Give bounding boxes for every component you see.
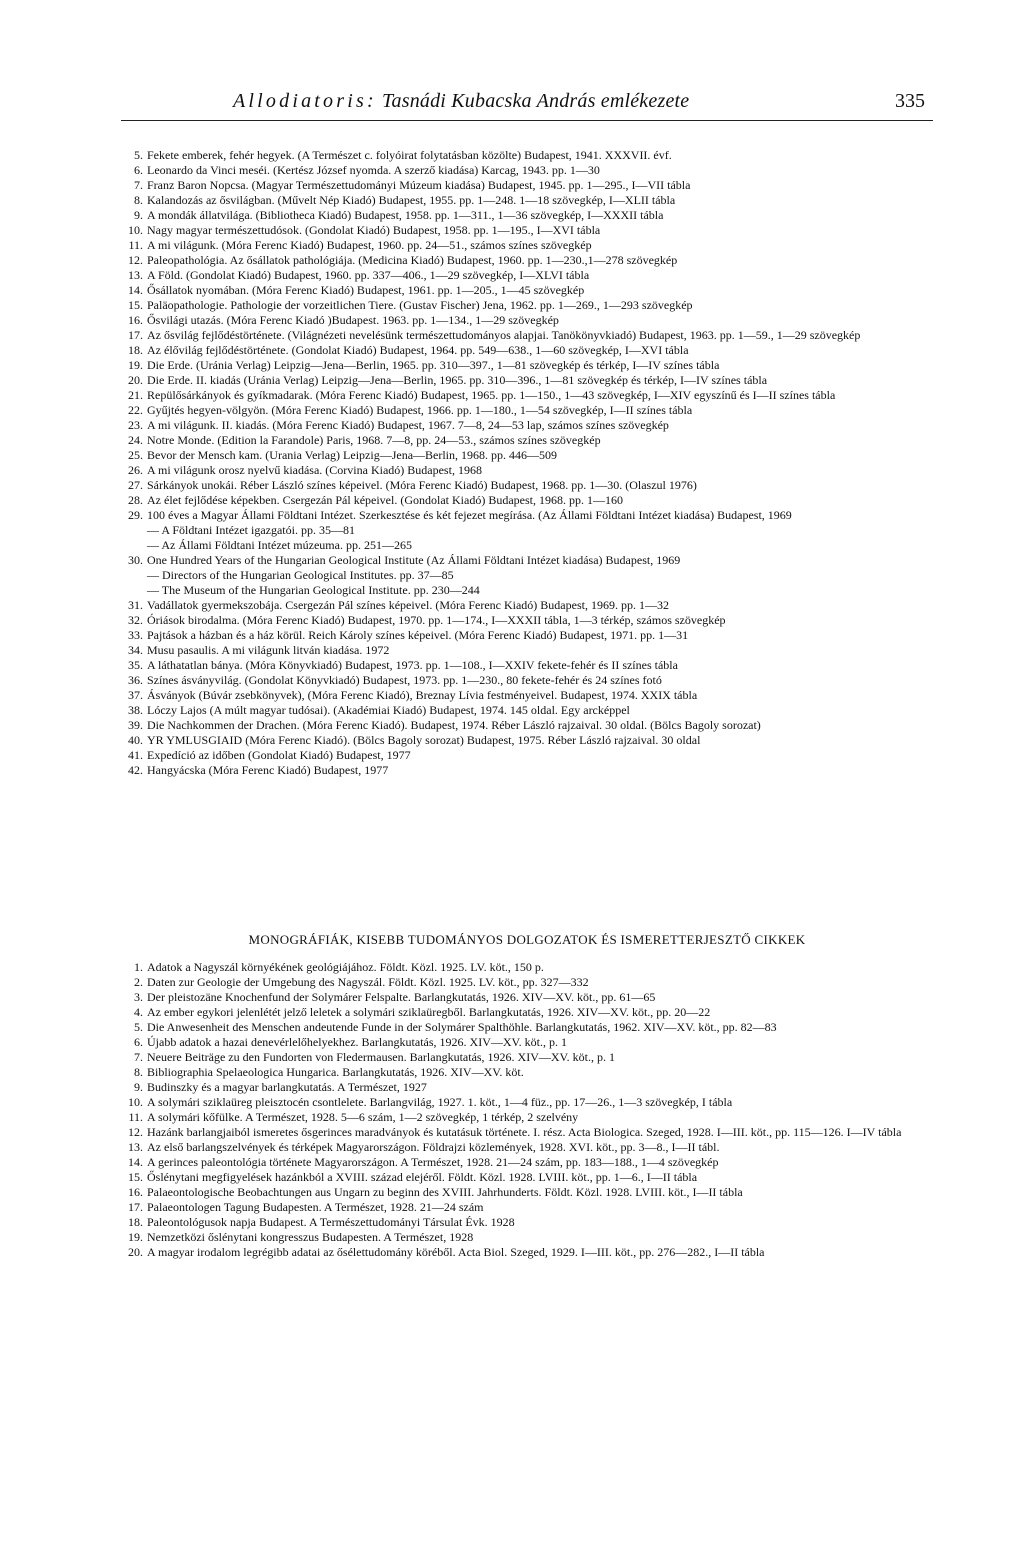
entry-number: 16.: [128, 313, 143, 327]
entry-number: 14.: [128, 1155, 143, 1169]
bibliography-entry: [121, 163, 933, 178]
entry-text: 100 éves a Magyar Állami Földtani Intézet. Szerkesztése és két fejezet megírása. (Az Állami Földtani Intézet kiadása) Budapest, 1969: [147, 508, 792, 522]
entry-text: A Föld. (Gondolat Kiadó) Budapest, 1960. pp. 337—406., 1—29 szövegkép, I—XLVI tábla: [147, 268, 590, 282]
entry-number: 33.: [128, 628, 143, 642]
bibliography-entry: [121, 688, 933, 703]
entry-number: 17.: [128, 1200, 143, 1214]
entry-text: — Directors of the Hungarian Geological Institutes. pp. 37—85: [147, 568, 454, 582]
entry-number: 37.: [128, 688, 143, 702]
entry-number: 36.: [128, 673, 143, 687]
bibliography-entry: [121, 508, 933, 523]
entry-text: A láthatatlan bánya. (Móra Könyvkiadó) Budapest, 1973. pp. 1—108., I—XXIV fekete-fehér és II színes tábla: [147, 658, 678, 672]
bibliography-entry: [121, 583, 933, 598]
entry-number: 42.: [128, 763, 143, 777]
entry-number: 24.: [128, 433, 143, 447]
running-title: [233, 90, 689, 113]
entry-text: — Az Állami Földtani Intézet múzeuma. pp. 251—265: [147, 538, 412, 552]
entry-text: Az élet fejlődése képekben. Csergezán Pál képeivel. (Gondolat Kiadó) Budapest, 1968. pp. 1—160: [147, 493, 623, 507]
bibliography-entry: [121, 343, 933, 358]
entry-number: 26.: [128, 463, 143, 477]
bibliography-entry: [121, 1215, 933, 1230]
bibliography-entry: [121, 148, 933, 163]
entry-text: Az ősvilág fejlődéstörténete. (Világnézeti nevelésünk természettudományos alapjai. Tanökönyvkiadó) Budapest, 1963. pp. 1—59., 1—29 szövegkép: [147, 328, 861, 342]
entry-number: 32.: [128, 613, 143, 627]
entry-text: Paleontológusok napja Budapest. A Természettudományi Társulat Évk. 1928: [147, 1215, 515, 1229]
entry-text: A mi világunk. (Móra Ferenc Kiadó) Budapest, 1960. pp. 24—51., számos színes szövegkép: [147, 238, 592, 252]
entry-number: 7.: [134, 1050, 143, 1064]
entry-text: Palaeontologische Beobachtungen aus Ungarn zu beginn des XVIII. Jahrhunderts. Földt. Közl. 1928. LVIII. köt., I—II tábla: [147, 1185, 743, 1199]
bibliography-entry: [121, 658, 933, 673]
bibliography-entry: [121, 1020, 933, 1035]
entry-number: 31.: [128, 598, 143, 612]
bibliography-entry: [121, 1110, 933, 1125]
entry-number: 22.: [128, 403, 143, 417]
page-number: 335: [895, 90, 925, 112]
bibliography-entry: [121, 178, 933, 193]
entry-number: 17.: [128, 328, 143, 342]
entry-number: 40.: [128, 733, 143, 747]
entry-number: 1.: [134, 960, 143, 974]
entry-number: 7.: [134, 178, 143, 192]
bibliography-entry: [121, 1005, 933, 1020]
entry-text: Nemzetközi őslénytani kongresszus Budapesten. A Természet, 1928: [147, 1230, 474, 1244]
entry-number: 14.: [128, 283, 143, 297]
entry-number: 18.: [128, 343, 143, 357]
bibliography-entry: [121, 673, 933, 688]
bibliography-entry: [121, 433, 933, 448]
entry-text: YR YMLUSGIAID (Móra Ferenc Kiadó). (Bölcs Bagoly sorozat) Budapest, 1975. Réber László rajzaival. 30 oldal: [147, 733, 701, 747]
entry-text: A mi világunk. II. kiadás. (Móra Ferenc Kiadó) Budapest, 1967. 7—8, 24—53 lap, számos színes szövegkép: [147, 418, 669, 432]
entry-text: A magyar irodalom legrégibb adatai az ősélettudomány köréből. Acta Biol. Szeged, 1929. I—III. köt., pp. 276—282., I—II tábla: [147, 1245, 765, 1259]
header-rule: [121, 120, 933, 121]
bibliography-entry: [121, 553, 933, 568]
bibliography-entry: [121, 1140, 933, 1155]
entry-number: 12.: [128, 253, 143, 267]
entry-number: 9.: [134, 1080, 143, 1094]
entry-number: 13.: [128, 268, 143, 282]
bibliography-entry: [121, 283, 933, 298]
bibliography-entry: [121, 418, 933, 433]
bibliography-entry: [121, 238, 933, 253]
bibliography-entry: [121, 1170, 933, 1185]
entry-number: 19.: [128, 1230, 143, 1244]
entry-number: 16.: [128, 1185, 143, 1199]
entry-number: 10.: [128, 223, 143, 237]
bibliography-entry: [121, 223, 933, 238]
entry-number: 6.: [134, 1035, 143, 1049]
entry-number: 35.: [128, 658, 143, 672]
entry-text: Színes ásványvilág. (Gondolat Könyvkiadó) Budapest, 1973. pp. 1—230., 80 fekete-fehér és 24 színes fotó: [147, 673, 662, 687]
bibliography-entry: [121, 1200, 933, 1215]
entry-text: Die Erde. II. kiadás (Uránia Verlag) Leipzig—Jena—Berlin, 1965. pp. 310—396., 1—81 szövegkép és térkép, I—IV színes tábla: [147, 373, 768, 387]
entry-number: 20.: [128, 373, 143, 387]
entry-text: Paleopathológia. Az ősállatok pathológiája. (Medicina Kiadó) Budapest, 1960. pp. 1—230.,1—278 szövegkép: [147, 253, 678, 267]
bibliography-entry: [121, 1155, 933, 1170]
entry-text: A mi világunk orosz nyelvű kiadása. (Corvina Kiadó) Budapest, 1968: [147, 463, 482, 477]
bibliography-entry: [121, 1035, 933, 1050]
entry-number: 13.: [128, 1140, 143, 1154]
entry-text: Újabb adatok a hazai denevérlelőhelyekhez. Barlangkutatás, 1926. XIV—XV. köt., p. 1: [147, 1035, 567, 1049]
books-list: [121, 148, 933, 778]
entry-text: Die Erde. (Uránia Verlag) Leipzig—Jena—Berlin, 1965. pp. 310—397., 1—81 szövegkép és térkép, I—IV színes tábla: [147, 358, 720, 372]
bibliography-entry: [121, 1095, 933, 1110]
entry-number: 27.: [128, 478, 143, 492]
bibliography-entry: [121, 990, 933, 1005]
entry-number: 39.: [128, 718, 143, 732]
entry-text: Óriások birodalma. (Móra Ferenc Kiadó) Budapest, 1970. pp. 1—174., I—XXXII tábla, 1—3 térkép, számos szövegkép: [147, 613, 726, 627]
entry-number: 38.: [128, 703, 143, 717]
bibliography-entry: [121, 613, 933, 628]
entry-number: 2.: [134, 975, 143, 989]
entry-number: 25.: [128, 448, 143, 462]
entry-text: Repülősárkányok és gyíkmadarak. (Móra Ferenc Kiadó) Budapest, 1965. pp. 1—150., 1—43 szövegkép, I—XIV egyszínű és I—II színes tábla: [147, 388, 836, 402]
bibliography-entry: [121, 478, 933, 493]
entry-number: 34.: [128, 643, 143, 657]
bibliography-entry: [121, 628, 933, 643]
bibliography-entry: [121, 1050, 933, 1065]
entry-number: 21.: [128, 388, 143, 402]
entry-number: 12.: [128, 1125, 143, 1139]
entry-number: 15.: [128, 1170, 143, 1184]
entry-text: Neuere Beiträge zu den Fundorten von Fledermausen. Barlangkutatás, 1926. XIV—XV. köt., p. 1: [147, 1050, 616, 1064]
entry-text: Lóczy Lajos (A múlt magyar tudósai). (Akadémiai Kiadó) Budapest, 1974. 145 oldal. Egy arcképpel: [147, 703, 630, 717]
bibliography-entry: [121, 763, 933, 778]
bibliography-entry: [121, 1080, 933, 1095]
entry-text: Die Nachkommen der Drachen. (Móra Ferenc Kiadó). Budapest, 1974. Réber László rajzaival. 30 oldal. (Bölcs Bagoly sorozat): [147, 718, 761, 732]
entry-text: A gerinces paleontológia története Magyarországon. A Természet, 1928. 21—24 szám, pp. 183—188., 1—4 szövegkép: [147, 1155, 719, 1169]
bibliography-entry: [121, 748, 933, 763]
bibliography-entry: [121, 403, 933, 418]
entry-number: 11.: [128, 238, 143, 252]
bibliography-entry: [121, 718, 933, 733]
entry-number: 20.: [128, 1245, 143, 1259]
entry-text: Die Anwesenheit des Menschen andeutende Funde in der Solymárer Spalthöhle. Barlangkutatás, 1962. XIV—XV. köt., pp. 82—83: [147, 1020, 777, 1034]
entry-number: 29.: [128, 508, 143, 522]
entry-number: 19.: [128, 358, 143, 372]
entry-number: 3.: [134, 990, 143, 1004]
entry-number: 6.: [134, 163, 143, 177]
entry-text: Notre Monde. (Edition la Farandole) Paris, 1968. 7—8, pp. 24—53., számos színes szövegkép: [147, 433, 601, 447]
bibliography-entry: [121, 388, 933, 403]
entry-number: 28.: [128, 493, 143, 507]
bibliography-entry: [121, 1230, 933, 1245]
series-name: Allodiatoris:: [233, 90, 377, 112]
entry-text: A solymári kőfülke. A Természet, 1928. 5—6 szám, 1—2 szövegkép, 1 térkép, 2 szelvény: [147, 1110, 579, 1124]
entry-text: Expedíció az időben (Gondolat Kiadó) Budapest, 1977: [147, 748, 411, 762]
bibliography-entry: [121, 463, 933, 478]
entry-text: Der pleistozäne Knochenfund der Solymárer Felspalte. Barlangkutatás, 1926. XIV—XV. köt., pp. 61—65: [147, 990, 656, 1004]
bibliography-entry: [121, 975, 933, 990]
entry-text: Pajtások a házban és a ház körül. Reich Károly színes képeivel. (Móra Ferenc Kiadó) Budapest, 1971. pp. 1—31: [147, 628, 689, 642]
entry-text: Fekete emberek, fehér hegyek. (A Természet c. folyóirat folytatásban közölte) Budapest, 1941. XXXVII. évf.: [147, 148, 672, 162]
entry-number: 23.: [128, 418, 143, 432]
entry-number: 41.: [128, 748, 143, 762]
entry-text: Őslénytani megfigyelések hazánkból a XVIII. század elejéről. Földt. Közl. 1928. LVIII. köt., pp. 1—6., I—II tábla: [147, 1170, 698, 1184]
bibliography-entry: [121, 568, 933, 583]
entry-number: 11.: [128, 1110, 143, 1124]
entry-text: Budinszky és a magyar barlangkutatás. A Természet, 1927: [147, 1080, 427, 1094]
entry-number: 5.: [134, 148, 143, 162]
entry-text: Bibliographia Spelaeologica Hungarica. Barlangkutatás, 1926. XIV—XV. köt.: [147, 1065, 524, 1079]
entry-text: Gyűjtés hegyen-völgyön. (Móra Ferenc Kiadó) Budapest, 1966. pp. 1—180., 1—54 szövegkép, I—II színes tábla: [147, 403, 693, 417]
bibliography-entry: [121, 1125, 933, 1140]
entry-text: Kalandozás az ősvilágban. (Művelt Nép Kiadó) Budapest, 1955. pp. 1—248. 1—18 szövegkép, I—XLII tábla: [147, 193, 676, 207]
bibliography-entry: [121, 538, 933, 553]
entry-text: Daten zur Geologie der Umgebung des Nagyszál. Földt. Közl. 1925. LV. köt., pp. 327—332: [147, 975, 589, 989]
bibliography-entry: [121, 328, 933, 343]
entry-text: A solymári sziklaüreg pleisztocén csontlelete. Barlangvilág, 1927. 1. köt., 1—4 füz., pp. 17—26., 1—3 szövegkép, I tábla: [147, 1095, 733, 1109]
entry-text: One Hundred Years of the Hungarian Geological Institute (Az Állami Földtani Intézet kiadása) Budapest, 1969: [147, 553, 681, 567]
bibliography-entry: [121, 298, 933, 313]
entry-number: 9.: [134, 208, 143, 222]
entry-text: Bevor der Mensch kam. (Urania Verlag) Leipzig—Jena—Berlin, 1968. pp. 446—509: [147, 448, 558, 462]
monographs-list: [121, 960, 933, 1260]
entry-text: Palaeontologen Tagung Budapesten. A Természet, 1928. 21—24 szám: [147, 1200, 484, 1214]
entry-text: Musu pasaulis. A mi világunk litván kiadása. 1972: [147, 643, 390, 657]
entry-text: Hangyácska (Móra Ferenc Kiadó) Budapest, 1977: [147, 763, 389, 777]
bibliography-entry: [121, 193, 933, 208]
entry-text: Ősállatok nyomában. (Móra Ferenc Kiadó) Budapest, 1961. pp. 1—205., 1—45 szövegkép: [147, 283, 585, 297]
entry-number: 30.: [128, 553, 143, 567]
entry-text: Leonardo da Vinci meséi. (Kertész József nyomda. A szerző kiadása) Karcag, 1943. pp. 1—30: [147, 163, 600, 177]
bibliography-entry: [121, 523, 933, 538]
article-title: Tasnádi Kubacska András emlékezete: [382, 90, 690, 112]
bibliography-entry: [121, 733, 933, 748]
entry-text: A mondák állatvilága. (Bibliotheca Kiadó) Budapest, 1958. pp. 1—311., 1—36 szövegkép, I—XXXII tábla: [147, 208, 664, 222]
bibliography-entry: [121, 1245, 933, 1260]
bibliography-entry: [121, 448, 933, 463]
entry-text: Franz Baron Nopcsa. (Magyar Természettudományi Múzeum kiadása) Budapest, 1945. pp. 1—295., I—VII tábla: [147, 178, 691, 192]
entry-text: Paläopathologie. Pathologie der vorzeitlichen Tiere. (Gustav Fischer) Jena, 1962. pp. 1—269., 1—293 szövegkép: [147, 298, 693, 312]
bibliography-entry: [121, 643, 933, 658]
bibliography-entry: [121, 313, 933, 328]
entry-text: Hazánk barlangjaiból ismeretes ősgerinces maradványok és kutatásuk története. I. rész. Acta Biologica. Szeged, 1928. I—III. köt., pp. 115—126. I—IV tábla: [147, 1125, 902, 1139]
entry-text: — A Földtani Intézet igazgatói. pp. 35—81: [147, 523, 355, 537]
entry-text: Ásványok (Búvár zsebkönyvek), (Móra Ferenc Kiadó), Breznay Lívia festményeivel. Budapest, 1974. XXIX tábla: [147, 688, 698, 702]
entry-text: Az ember egykori jelenlétét jelző leletek a solymári sziklaüregből. Barlangkutatás, 1926. XIV—XV. köt., pp. 20—22: [147, 1005, 711, 1019]
bibliography-entry: [121, 208, 933, 223]
bibliography-entry: [121, 358, 933, 373]
entry-number: 4.: [134, 1005, 143, 1019]
entry-number: 18.: [128, 1215, 143, 1229]
entry-number: 5.: [134, 1020, 143, 1034]
bibliography-entry: [121, 703, 933, 718]
entry-text: Az első barlangszelvények és térképek Magyarországon. Földrajzi közlemények, 1928. XVI. köt., pp. 3—8., I—II tábl.: [147, 1140, 720, 1154]
bibliography-entry: [121, 960, 933, 975]
bibliography-entry: [121, 598, 933, 613]
bibliography-entry: [121, 268, 933, 283]
entry-text: Az élővilág fejlődéstörténete. (Gondolat Kiadó) Budapest, 1964. pp. 549—638., 1—60 szövegkép, I—XVI tábla: [147, 343, 689, 357]
entry-text: Sárkányok unokái. Réber László színes képeivel. (Móra Ferenc Kiadó) Budapest, 1968. pp. 1—30. (Olaszul 1976): [147, 478, 697, 492]
entry-text: — The Museum of the Hungarian Geological Institute. pp. 230—244: [147, 583, 480, 597]
bibliography-entry: [121, 253, 933, 268]
entry-number: 8.: [134, 193, 143, 207]
entry-number: 10.: [128, 1095, 143, 1109]
entry-text: Adatok a Nagyszál környékének geológiájához. Földt. Közl. 1925. LV. köt., 150 p.: [147, 960, 544, 974]
entry-text: Nagy magyar természettudósok. (Gondolat Kiadó) Budapest, 1958. pp. 1—195., I—XVI tábla: [147, 223, 601, 237]
running-header: [121, 86, 933, 126]
bibliography-entry: [121, 1065, 933, 1080]
bibliography-entry: [121, 1185, 933, 1200]
bibliography-entry: [121, 373, 933, 388]
entry-number: 15.: [128, 298, 143, 312]
section-heading: MONOGRÁFIÁK, KISEBB TUDOMÁNYOS DOLGOZATOK ÉS ISMERETTERJESZTŐ CIKKEK: [248, 932, 806, 947]
entry-number: 8.: [134, 1065, 143, 1079]
bibliography-entry: [121, 493, 933, 508]
entry-text: Ősvilági utazás. (Móra Ferenc Kiadó )Budapest. 1963. pp. 1—134., 1—29 szövegkép: [147, 313, 559, 327]
entry-text: Vadállatok gyermekszobája. Csergezán Pál színes képeivel. (Móra Ferenc Kiadó) Budapest, 1969. pp. 1—32: [147, 598, 669, 612]
